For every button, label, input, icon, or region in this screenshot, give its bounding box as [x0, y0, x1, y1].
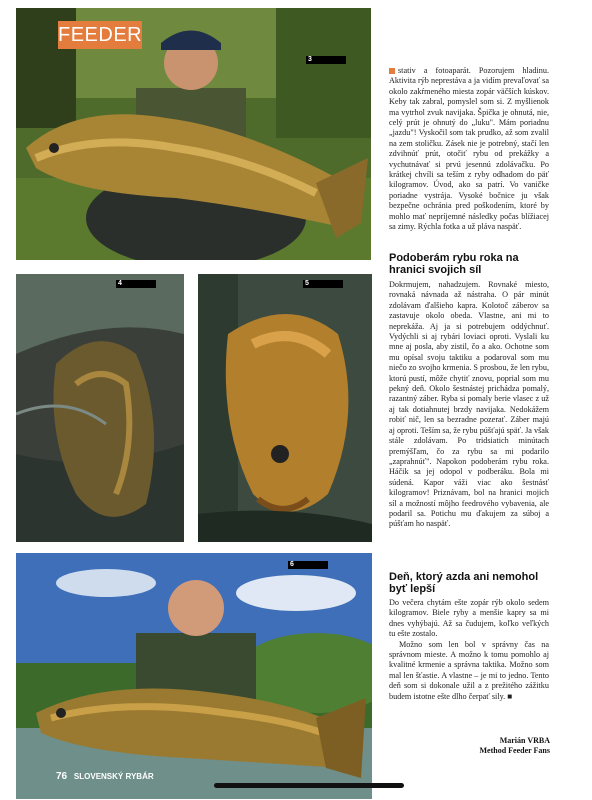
magazine-name: SLOVENSKÝ RYBÁR — [73, 772, 154, 781]
photo-number-label: 4 — [116, 280, 156, 288]
photo-number-label: 6 — [288, 561, 328, 569]
scroll-indicator[interactable] — [214, 783, 404, 788]
photo-number-label: 3 — [306, 56, 346, 64]
article-body-2 — [389, 598, 549, 702]
article-body-2b-text: Možno som len bol v správny čas na správnom mieste. A možno k tomu pomohlo aj kvalitné krmenie a správna taktika. Možno som mal len šťastie. A vlastne – je mi to jedno. Tento deň som si dokonale užil a z prežitého zážitku budem istotne ešte dlho čerpať sily. ■ — [389, 639, 549, 701]
article-body-2a-text: Do večera chytám ešte zopár rýb okolo sedem kilogramov. Biele ryby a menšie kapry sa mi dnes vyhýbajú. Až sa čudujem, koľko veľkých tu ešte zostalo. — [389, 598, 549, 639]
photo-number-label: 5 — [303, 280, 343, 288]
photo-carp-closeup — [198, 274, 372, 542]
photo-carp-water — [16, 274, 184, 542]
page-number: 76 — [56, 771, 68, 782]
article-intro — [389, 66, 549, 233]
article-intro-text: stativ a fotoaparát. Pozorujem hladinu. Aktivita rýb neprestáva a ja vidím prevaľovať sa okolo zakŕmeného miesta zopár väčších kúskov. Keby tak zabral, pomyslel som si. Z myšlienok ma vytrhol zvuk navijaka. Špička je ohnutá, nie, celý prút je ohnutý do „luku". Mám poriadnu „jazdu"! Vyskočil som tak prudko, až som zvalil na zem stoličku. Zásek nie je potrebný, stačí len zdvihnúť prút, otočiť rybu od prekážky a vychutnávať si prvú jesennú zdolávačku. Po krátkej chvíli sa teším z ryby odhadom do päť kilogramov. Úvod, ako sa patrí. Vo vaničke poriadne vystrája. Vysoké bočnice ju však bezpečne ochránia pred poškodením, ktoré by mohlo mať nepríjemné následky počas blížiacej sa zimy. Rýchla fotka a už pláva naspäť. — [389, 66, 549, 232]
section-tag: FEEDER — [58, 21, 142, 49]
article-body-1 — [389, 280, 549, 530]
photo-angler-carp-2 — [16, 553, 372, 799]
photo-carp-water-image — [16, 274, 184, 542]
author-team: Method Feeder Fans — [479, 746, 550, 755]
author-name: Marián VRBA — [499, 736, 550, 745]
author-signature — [440, 736, 550, 756]
article-heading-2: Deň, ktorý azda ani nemohol byť lepší — [389, 571, 539, 595]
photo-carp-closeup-image — [198, 274, 372, 542]
article-body-1-text: Dokrmujem, nahadzujem. Rovnaké miesto, rovnaká návnada až nástraha. O pár minút zdolávam ďalšieho kapra. Kolotoč záberov sa zastavuje okolo obeda. Vlastne, ani mi to neprekáža. Aj ja si potrebujem oddýchnuť. Vydýchli si aj rybári loviaci oproti. Vyslali ku mne aj posla, aby zistil, čo a ako. Ochotne som mu opísal svoju taktiku a podaroval som mu niečo zo svojho krmenia. S prosbou, že len rybu, ktorú pustí, môže chytiť znovu, poprial som mu pekný deň. Okolo šestnástej prichádza pomalý, razantný záber. Ryba si pomaly berie vlasec z už aj tak dotiahnutej brzdy navijaka. Nedokážem robiť nič, len sa bezradne pozerať. Záber majú aj oproti. Teším sa, že rybu púšťajú späť. Ja však stále zdolávam. Po tridsiatich minútach premýšľam, čo za rybu sa mi podarilo „zaprahnúť". Napokon podoberám rybu roka. Háčik sa jej odopol v podberáku. Bola mi súdená. Kapor váži viac ako šestnásť kilogramov! Priznávam, bol na hranici mojich síl a možností môjho feedrového vybavenia, ale podaril sa. Potichu mu ďakujem za súboj a púšťam ho naspäť. — [389, 280, 549, 529]
article-heading-1: Podoberám rybu roka na hranici svojich síl — [389, 252, 519, 276]
photo-angler-carp-2-image — [16, 553, 372, 799]
page-footer — [56, 771, 154, 782]
paragraph-marker-icon — [389, 68, 395, 74]
